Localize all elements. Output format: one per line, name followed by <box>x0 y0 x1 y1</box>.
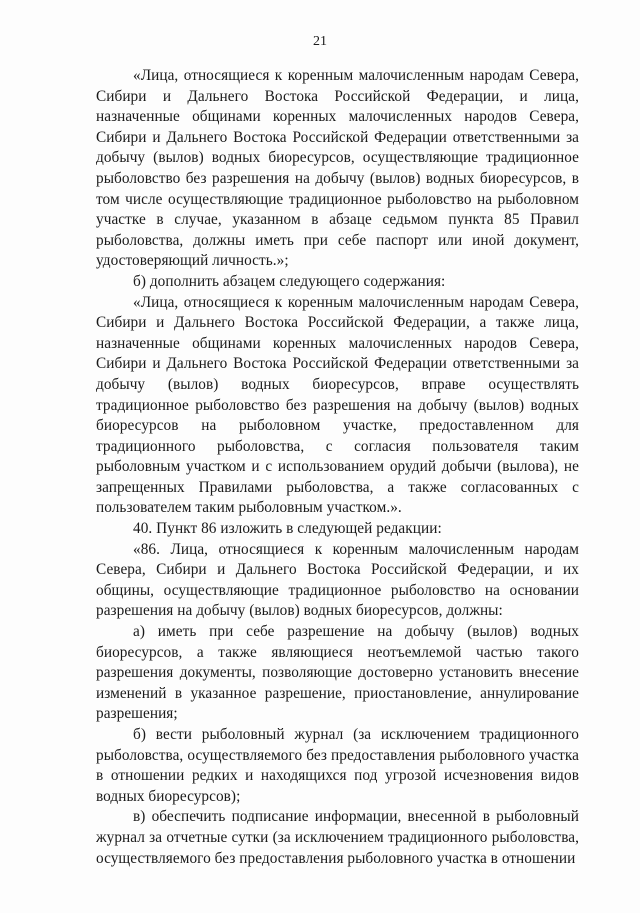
page-number: 21 <box>313 34 327 49</box>
paragraph-subitem-b: б) вести рыболовный журнал (за исключением традиционного рыболовства, осуществляемого без предоставления рыболовного участка в отношении редких и находящихся под угрозой исчезновения видов водных биоресурсов); <box>96 726 579 805</box>
paragraph-point-86: «86. Лица, относящиеся к коренным малочисленным народам Севера, Сибири и Дальнего Востока Российской Федерации, и их общины, осуществляющие традиционное рыболовство на основании разрешения на добычу (вылов) водных биоресурсов, должны: <box>96 540 579 620</box>
paragraph-quoted-rule-1: «Лица, относящиеся к коренным малочисленным народам Севера, Сибири и Дальнего Востока Российской Федерации, и лица, назначенные общинами коренных малочисленных народов Севера, Сибири и Дальнего Востока Российской Федерации ответственными за добычу (вылов) водных биоресурсов, осуществляющие традиционное рыболовство без разрешения на добычу (вылов) водных биоресурсов, в том числе осуществляющие традиционное рыболовство на рыболовном участке в случае, указанном в абзаце седьмом пункта 85 Правил рыболовства, должны иметь при себе паспорт или иной документ, удостоверяющий личность.»; <box>96 67 579 270</box>
paragraph-item-40: 40. Пункт 86 изложить в следующей редакции: <box>133 520 442 538</box>
paragraph-subitem-a: а) иметь при себе разрешение на добычу (вылов) водных биоресурсов, а также являющиеся неотъемлемой частью такого разрешения документы, позволяющие достоверно установить внесение изменений в указанное разрешение, приостановление, аннулирование разрешения; <box>96 623 579 723</box>
paragraph-subitem-v: в) обеспечить подписание информации, внесенной в рыболовный журнал за отчетные сутки (за исключением традиционного рыболовства, осуществляемого без предоставления рыболовного участка в отношении <box>96 808 579 867</box>
paragraph-amendment-b: б) дополнить абзацем следующего содержания: <box>133 272 446 290</box>
document-body <box>96 66 579 869</box>
paragraph-quoted-rule-2: «Лица, относящиеся к коренным малочисленным народам Севера, Сибири и Дальнего Востока Российской Федерации, а также лица, назначенные общинами коренных малочисленных народов Севера, Сибири и Дальнего Востока Российской Федерации ответственными за добычу (вылов) водных биоресурсов, вправе осуществлять традиционное рыболовство без разрешения на добычу (вылов) водных биоресурсов на рыболовном участке, предоставленном для традиционного рыболовства, с согласия пользователя таким рыболовным участком и с использованием орудий добычи (вылова), не запрещенных Правилами рыболовства, а также согласованных с пользователем таким рыболовным участком.». <box>96 293 579 517</box>
